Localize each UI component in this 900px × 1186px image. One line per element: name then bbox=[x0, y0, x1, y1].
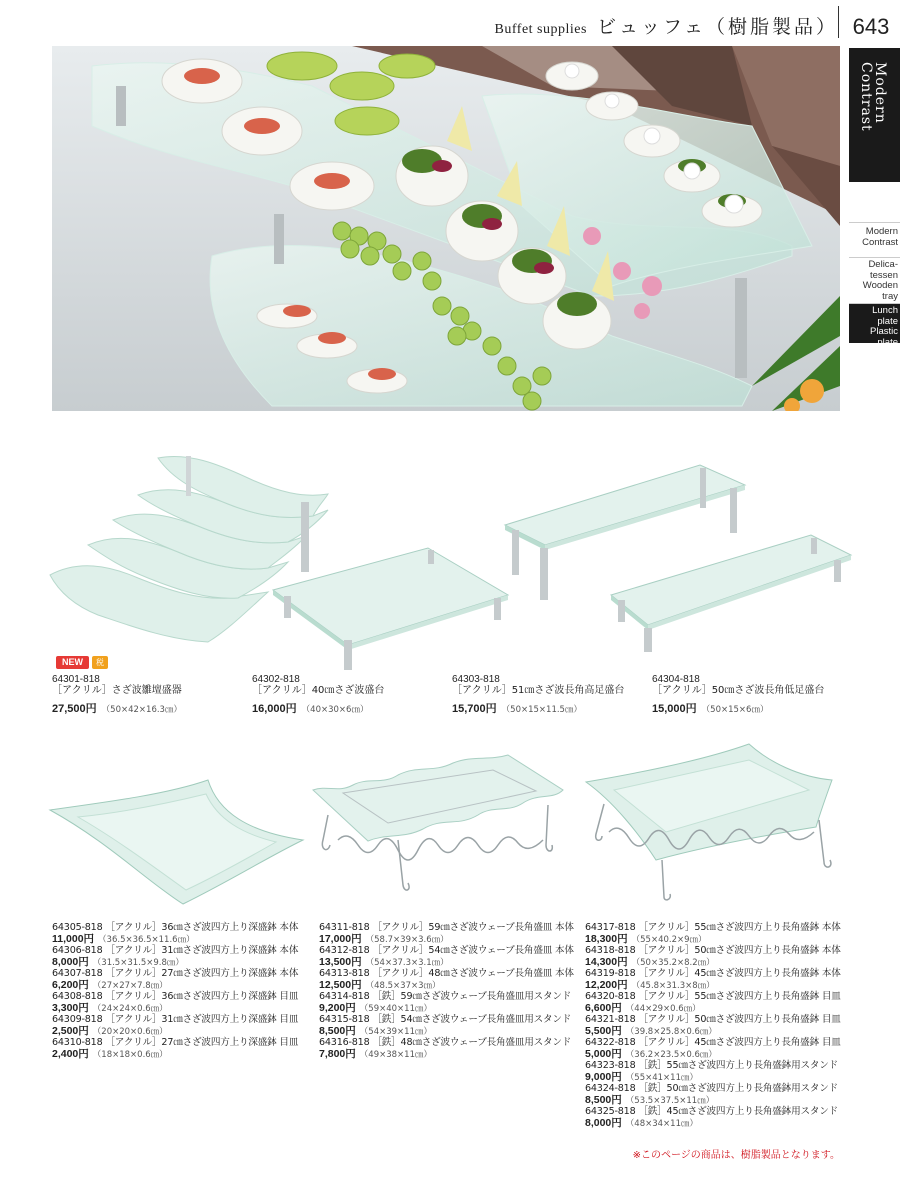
list-item: 64319-818 ［アクリル］45㎝さざ波四方上り長角盛鉢 本体 12,200円 （45.8×31.3×8㎝） bbox=[585, 968, 841, 991]
hero-photo bbox=[52, 46, 840, 411]
list-item: 64313-818 ［アクリル］48㎝さざ波ウェーブ長角盛皿 本体 12,500円 （48.5×37×3㎝） bbox=[319, 968, 574, 991]
product-image-flat-stand bbox=[268, 540, 518, 675]
list-item: 64312-818 ［アクリル］54㎝さざ波ウェーブ長角盛皿 本体 13,500円 （54×37.3×3.1㎝） bbox=[319, 945, 574, 968]
product-64303: 64303-818 ［アクリル］51㎝さざ波長角高足盛台 15,700円 （50×15×11.5㎝） bbox=[452, 674, 625, 715]
list-item: 64310-818 ［アクリル］27㎝さざ波四方上り深盛鉢 目皿 2,400円 （18×18×0.6㎝） bbox=[52, 1037, 299, 1060]
list-item: 64316-818 ［鉄］48㎝さざ波ウェーブ長角盛皿用スタンド 7,800円 （49×38×11㎝） bbox=[319, 1037, 572, 1060]
list-item: 64320-818 ［アクリル］55㎝さざ波四方上り長角盛鉢 目皿 6,600円 （44×29×0.6㎝） bbox=[585, 991, 841, 1014]
list-item: 64309-818 ［アクリル］31㎝さざ波四方上り深盛鉢 目皿 2,500円 （20×20×0.6㎝） bbox=[52, 1014, 299, 1037]
page-number: 643 bbox=[852, 14, 890, 39]
badge-group bbox=[56, 656, 108, 669]
new-badge: NEW bbox=[56, 656, 89, 669]
section-tab[interactable] bbox=[849, 48, 900, 182]
side-nav-item-delicatessen[interactable]: Delica-tessen Wooden tray bbox=[849, 257, 900, 301]
list-item: 64318-818 ［アクリル］50㎝さざ波四方上り長角盛鉢 本体 14,300円 （50×35.2×8.2㎝） bbox=[585, 945, 841, 968]
list-item: 64323-818 ［鉄］55㎝さざ波四方上り長角盛鉢用スタンド 9,000円 （55×41×11㎝） bbox=[585, 1060, 839, 1083]
product-64304: 64304-818 ［アクリル］50㎝さざ波長角低足盛台 15,000円 （50×15×6㎝） bbox=[652, 674, 825, 715]
list-item: 64324-818 ［鉄］50㎝さざ波四方上り長角盛鉢用スタンド 8,500円 （53.5×37.5×11㎝） bbox=[585, 1083, 839, 1106]
tax-badge: 税 bbox=[92, 656, 108, 669]
list-item: 64305-818 ［アクリル］36㎝さざ波四方上り深盛鉢 本体 11,000円 （36.5×36.5×11.6㎝） bbox=[52, 922, 299, 945]
list-item: 64314-818 ［鉄］59㎝さざ波ウェーブ長角盛皿用スタンド 9,200円 （59×40×11㎝） bbox=[319, 991, 572, 1014]
product-image-rect-bowl-stand bbox=[584, 742, 840, 902]
category-jp: ビュッフェ（樹脂製品） bbox=[596, 16, 838, 38]
category-en: Buffet supplies bbox=[494, 22, 587, 37]
page-header bbox=[495, 12, 838, 39]
header-divider bbox=[838, 6, 839, 38]
product-list-col1 bbox=[52, 922, 298, 1060]
product-image-square-bowl bbox=[48, 772, 308, 912]
list-item: 64306-818 ［アクリル］31㎝さざ波四方上り深盛鉢 本体 8,000円 （31.5×31.5×9.8㎝） bbox=[52, 945, 299, 968]
product-64301: 64301-818 ［アクリル］さざ波雛壇盛器 27,500円 （50×42×16.3㎝） bbox=[52, 674, 182, 715]
list-item: 64308-818 ［アクリル］36㎝さざ波四方上り深盛鉢 目皿 3,300円 （24×24×0.6㎝） bbox=[52, 991, 299, 1014]
product-64302: 64302-818 ［アクリル］40㎝さざ波盛台 16,000円 （40×30×6㎝） bbox=[252, 674, 385, 715]
list-item: 64321-818 ［アクリル］50㎝さざ波四方上り長角盛鉢 目皿 5,500円 （39.8×25.8×0.6㎝） bbox=[585, 1014, 841, 1037]
list-item: 64317-818 ［アクリル］55㎝さざ波四方上り長角盛鉢 本体 18,300円 （55×40.2×9㎝） bbox=[585, 922, 841, 945]
product-image-low-stand bbox=[606, 530, 856, 655]
list-item: 64325-818 ［鉄］45㎝さざ波四方上り長角盛鉢用スタンド 8,000円 （48×34×11㎝） bbox=[585, 1106, 839, 1129]
list-item: 64311-818 ［アクリル］59㎝さざ波ウェーブ長角盛皿 本体 17,000円 （58.7×39×3.6㎝） bbox=[319, 922, 574, 945]
product-list-col2 bbox=[319, 922, 574, 1060]
list-item: 64307-818 ［アクリル］27㎝さざ波四方上り深盛鉢 本体 6,200円 （27×27×7.8㎝） bbox=[52, 968, 299, 991]
product-image-wave-plate-stand bbox=[308, 745, 570, 895]
side-nav-item-lunch-plate[interactable]: Lunch plate Plastic plate bbox=[849, 303, 900, 343]
section-tab-label: Modern Contrast bbox=[858, 62, 888, 132]
list-item: 64322-818 ［アクリル］45㎝さざ波四方上り長角盛鉢 目皿 5,000円 （36.2×23.5×0.6㎝） bbox=[585, 1037, 841, 1060]
side-nav-item-modern[interactable]: Modern Contrast bbox=[849, 222, 900, 255]
list-item: 64315-818 ［鉄］54㎝さざ波ウェーブ長角盛皿用スタンド 8,500円 （54×39×11㎝） bbox=[319, 1014, 572, 1037]
footnote: ※このページの商品は、樹脂製品となります。 bbox=[632, 1150, 840, 1161]
product-list-col3 bbox=[585, 922, 841, 1129]
